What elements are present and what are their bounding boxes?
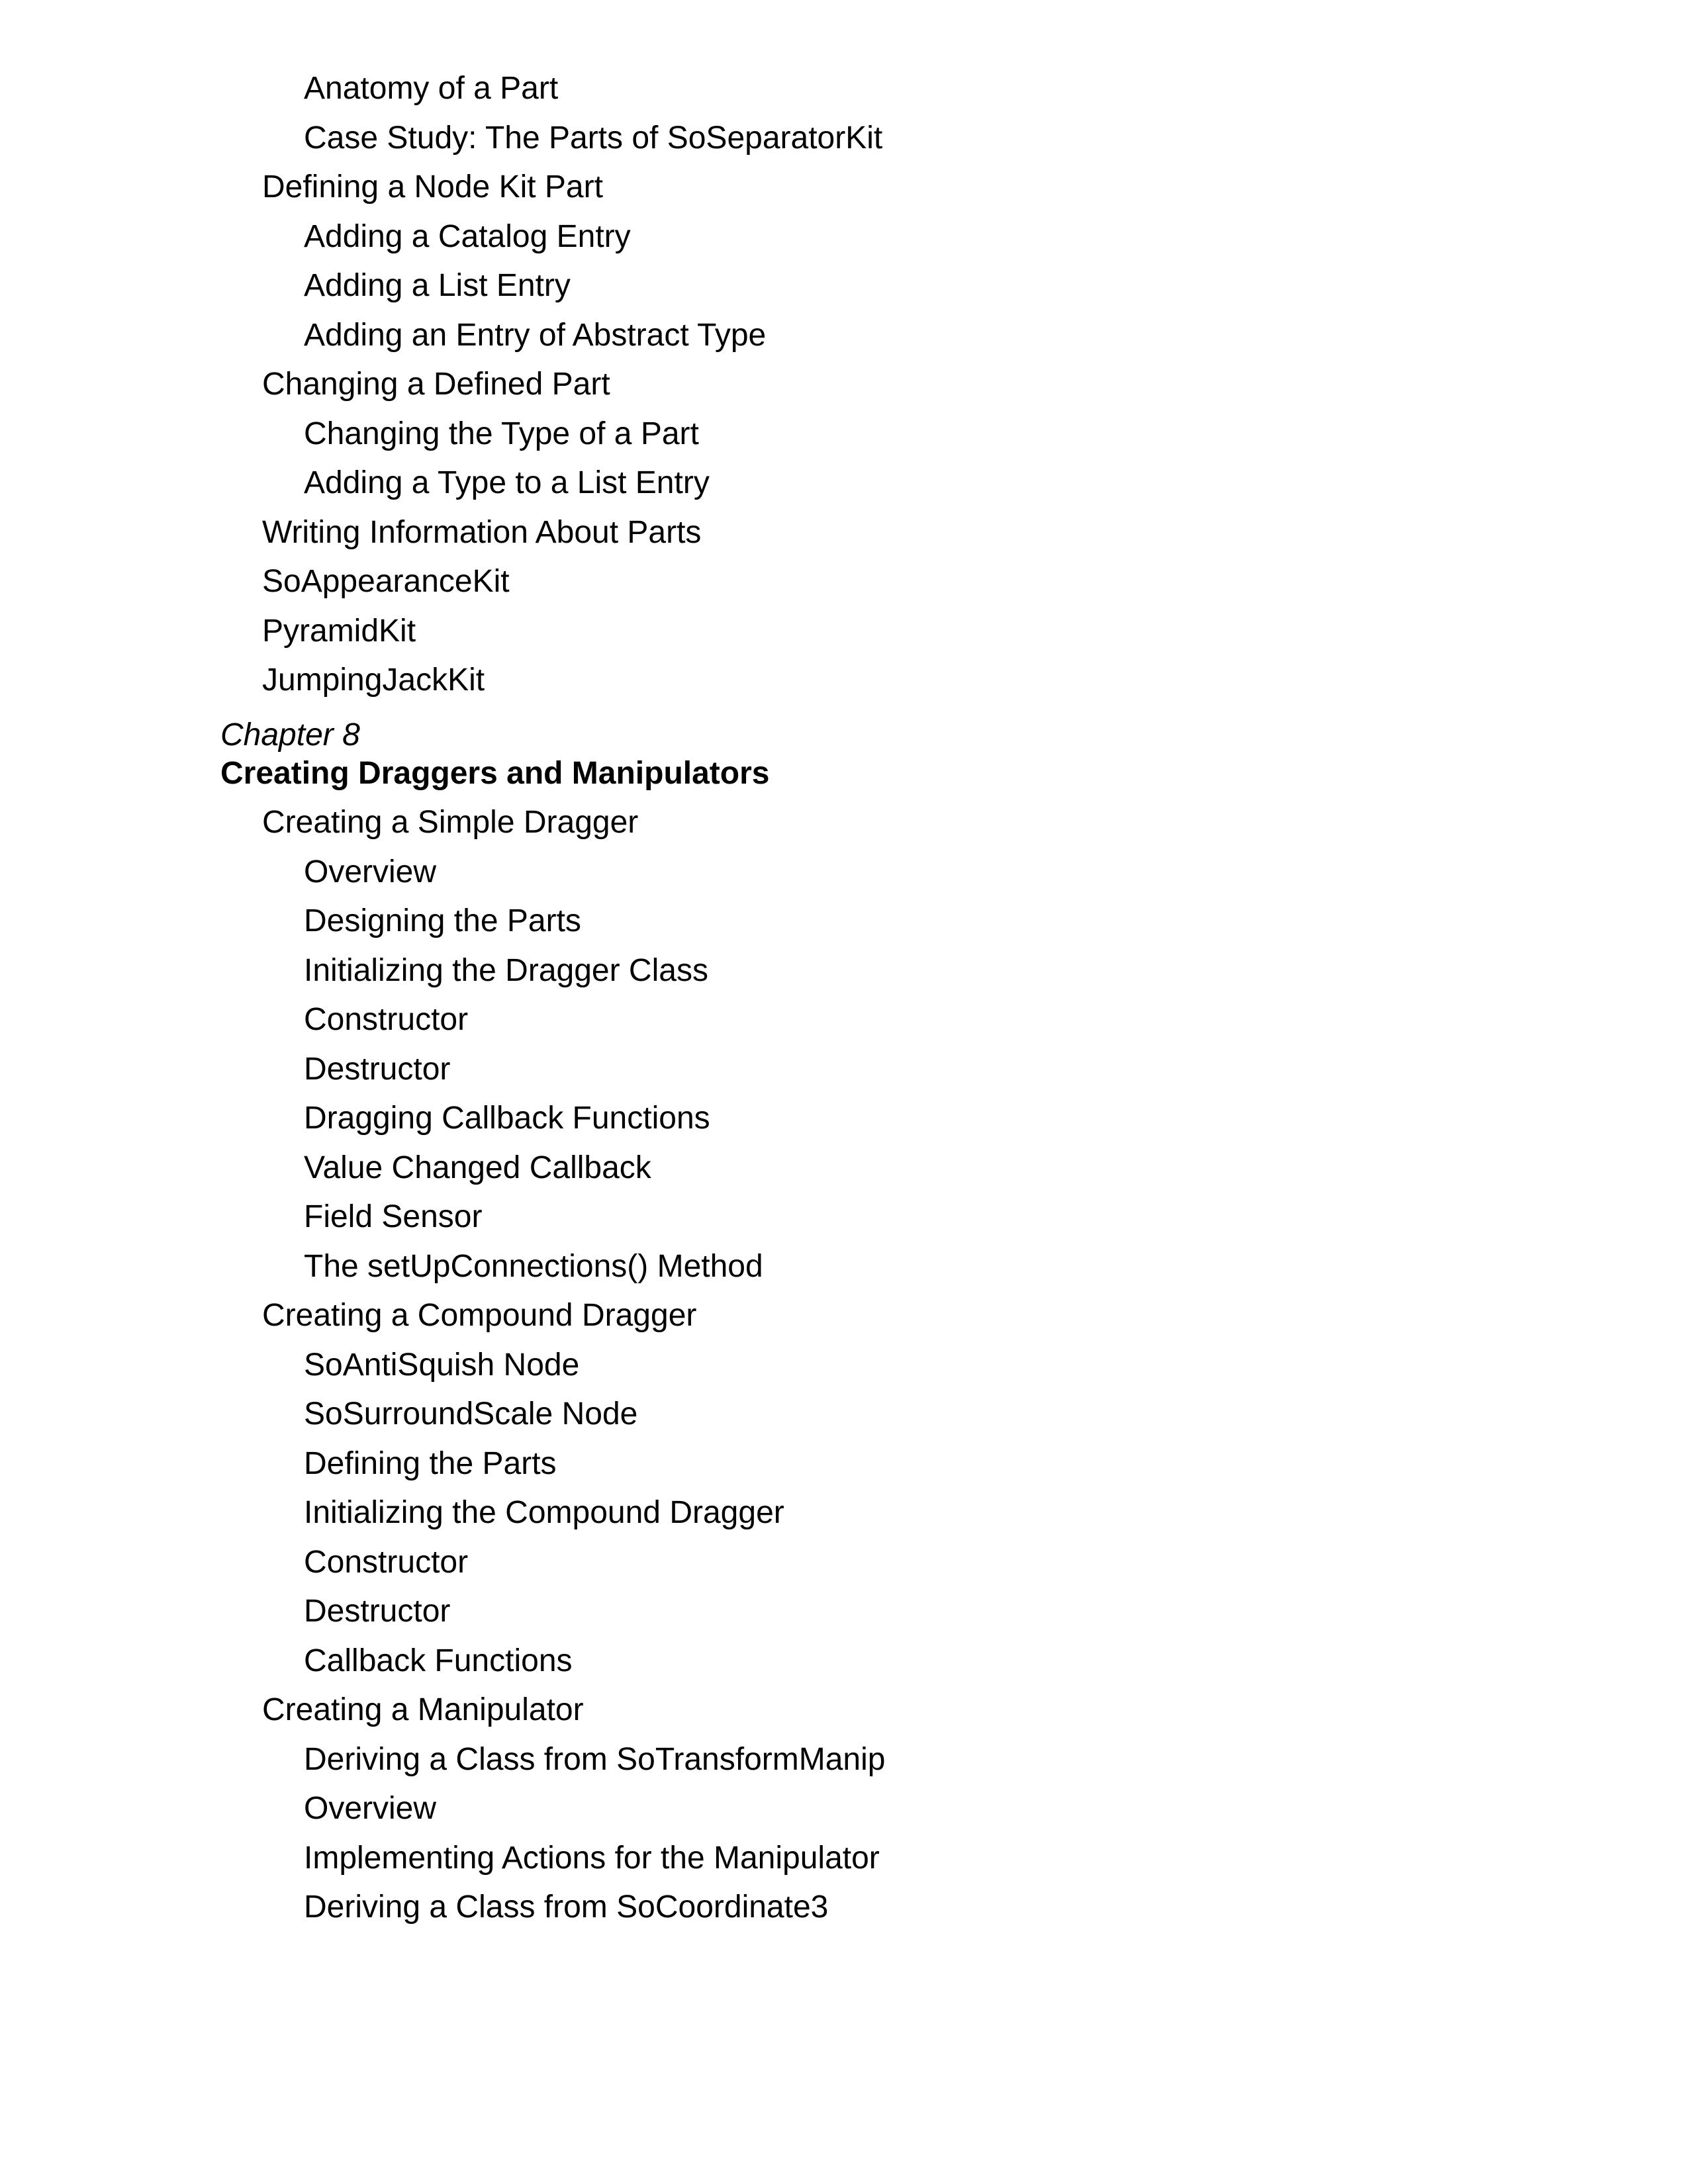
toc-section-entry: Creating a Compound Dragger <box>262 1298 697 1333</box>
toc-subsection-entry: SoAntiSquish Node <box>304 1347 580 1383</box>
toc-subsection-entry: Initializing the Compound Dragger <box>304 1495 784 1530</box>
toc-section-entry: Changing a Defined Part <box>262 367 610 402</box>
toc-subsection-entry: Adding a Catalog Entry <box>304 218 631 254</box>
toc-subsection-entry: Field Sensor <box>304 1199 483 1234</box>
toc-subsection-entry: Destructor <box>304 1594 451 1629</box>
toc-section-entry: JumpingJackKit <box>262 662 485 698</box>
toc-section-entry: Defining a Node Kit Part <box>262 169 603 205</box>
toc-subsection-entry: Dragging Callback Functions <box>304 1101 710 1136</box>
toc-subsection-entry: Anatomy of a Part <box>304 71 559 106</box>
toc-subsection-entry: Defining the Parts <box>304 1445 557 1481</box>
toc-subsection-entry: Overview <box>304 854 437 889</box>
toc-subsection-entry: Destructor <box>304 1051 451 1087</box>
toc-subsection-entry: Case Study: The Parts of SoSeparatorKit <box>304 120 883 156</box>
chapter-title: Creating Draggers and Manipulators <box>220 755 770 791</box>
toc-section-entry: Writing Information About Parts <box>262 514 702 550</box>
toc-subsection-entry: Adding a Type to a List Entry <box>304 465 710 500</box>
toc-subsection-entry: Adding a List Entry <box>304 268 571 303</box>
toc-section-entry: Creating a Simple Dragger <box>262 805 639 840</box>
toc-subsection-entry: Designing the Parts <box>304 903 581 938</box>
toc-section-entry: SoAppearanceKit <box>262 564 510 599</box>
toc-subsection-entry: Changing the Type of a Part <box>304 416 699 451</box>
toc-subsection-entry: Constructor <box>304 1544 469 1580</box>
toc-subsection-entry: Initializing the Dragger Class <box>304 952 708 988</box>
toc-subsection-entry: Constructor <box>304 1002 469 1037</box>
toc-subsection-entry: Value Changed Callback <box>304 1150 651 1185</box>
toc-subsection-entry: Implementing Actions for the Manipulator <box>304 1840 880 1876</box>
toc-subsection-entry: Overview <box>304 1791 437 1826</box>
toc-subsection-entry: SoSurroundScale Node <box>304 1396 638 1432</box>
chapter-label: Chapter 8 <box>220 717 360 752</box>
toc-subsection-entry: Deriving a Class from SoCoordinate3 <box>304 1889 829 1925</box>
toc-section-entry: Creating a Manipulator <box>262 1692 584 1727</box>
toc-subsection-entry: Deriving a Class from SoTransformManip <box>304 1741 886 1777</box>
toc-subsection-entry: The setUpConnections() Method <box>304 1248 763 1284</box>
toc-subsection-entry: Callback Functions <box>304 1643 573 1678</box>
toc-section-entry: PyramidKit <box>262 613 416 649</box>
toc-subsection-entry: Adding an Entry of Abstract Type <box>304 317 767 353</box>
